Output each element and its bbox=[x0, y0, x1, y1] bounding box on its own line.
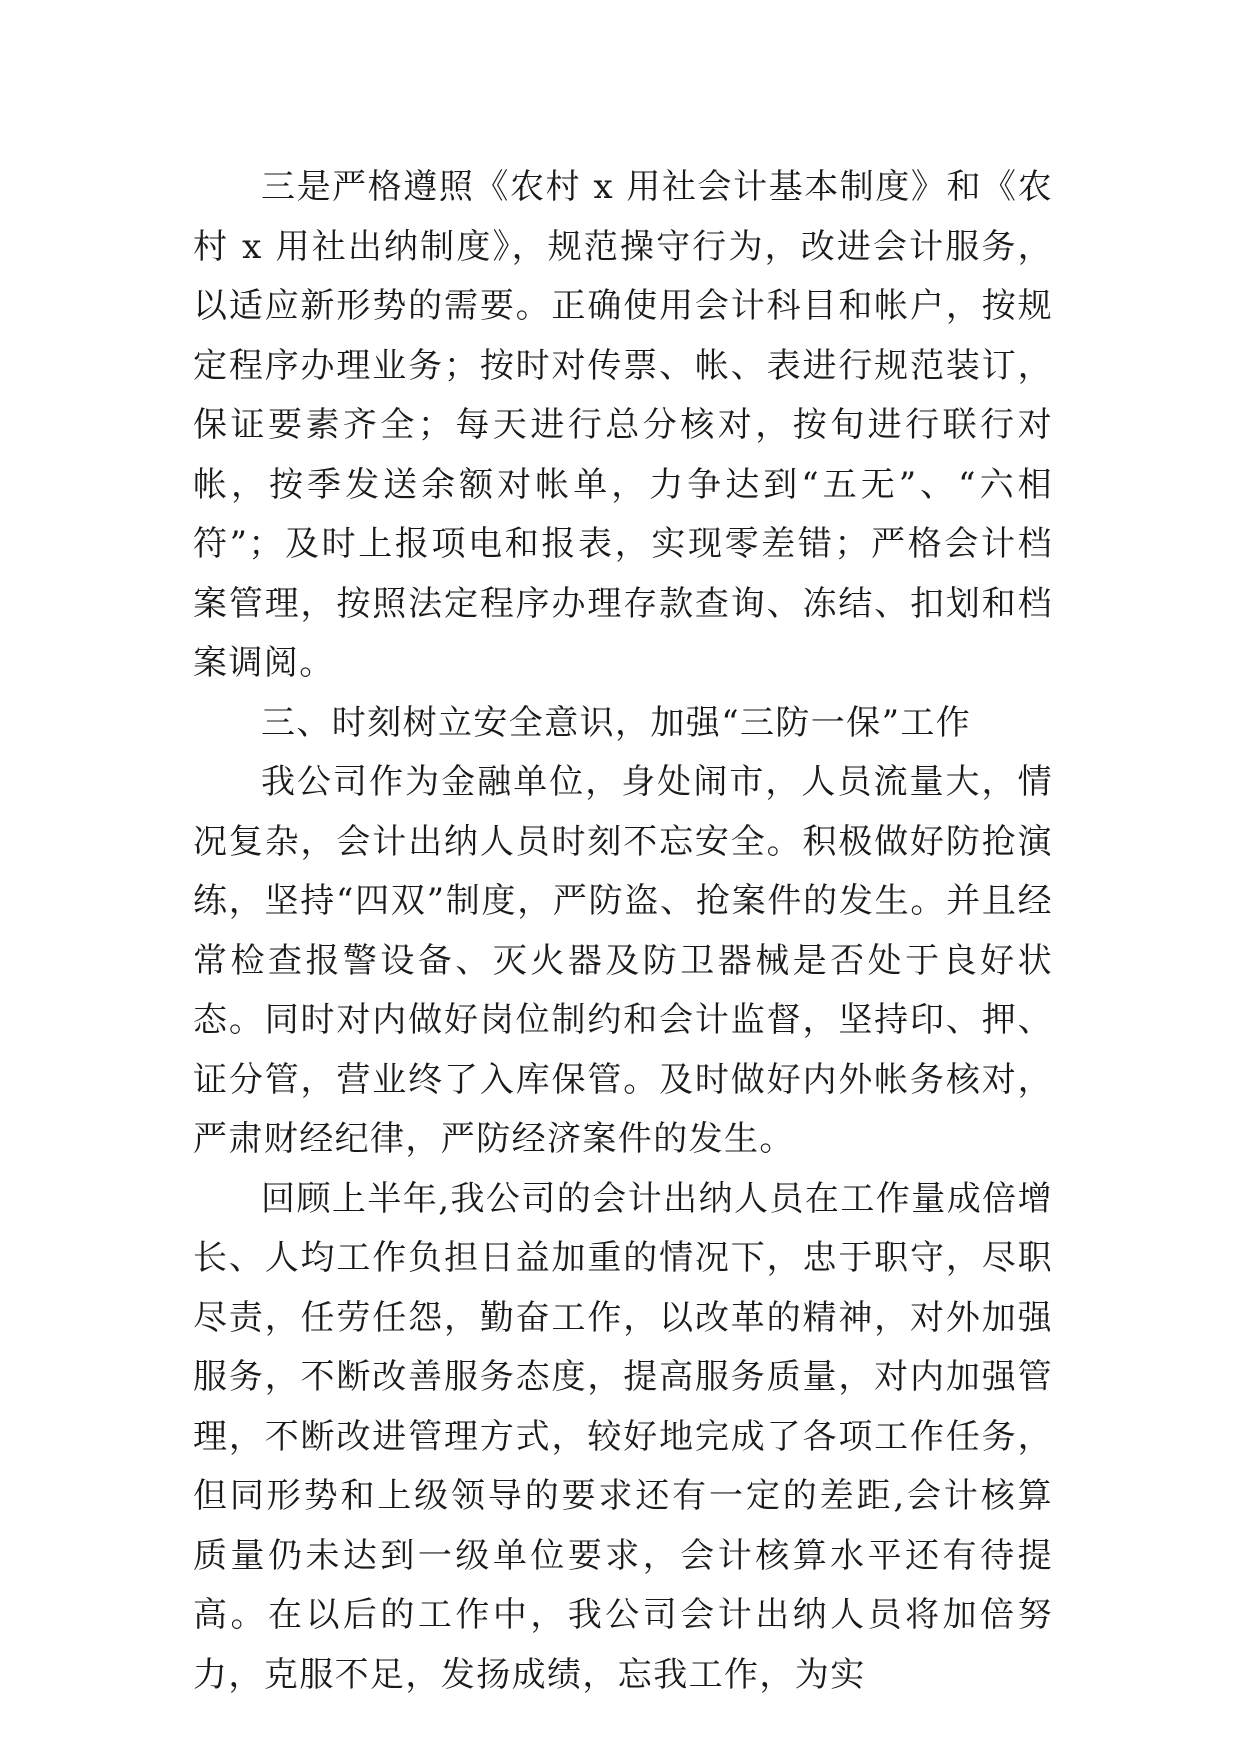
paragraph-security: 我公司作为金融单位，身处闹市，人员流量大，情况复杂，会计出纳人员时刻不忘安全。积极做好防抢演练，坚持“四双”制度，严防盗、抢案件的发生。并且经常检查报警设备、灭火器及防卫器械是否处于良好状态。同时对内做好岗位制约和会计监督，坚持印、押、证分管，营业终了入库保管。及时做好内外帐务核对，严肃财经纪律，严防经济案件的发生。 bbox=[193, 762, 1053, 1159]
section-heading-safety: 三、时刻树立安全意识，加强“三防一保”工作 bbox=[261, 702, 972, 743]
paragraph-review: 回顾上半年,我公司的会计出纳人员在工作量成倍增长、人均工作负担日益加重的情况下，忠于职守，尽职尽责，任劳任怨，勤奋工作，以改革的精神，对外加强服务，不断改善服务态度，提高服务质量，对内加强管理，不断改进管理方式，较好地完成了各项工作任务，但同形势和上级领导的要求还有一定的差距,会计核算质量仍未达到一级单位要求，会计核算水平还有待提高。在以后的工作中，我公司会计出纳人员将加倍努力，克服不足，发扬成绩，忘我工作，为实 bbox=[193, 1178, 1053, 1695]
body-text bbox=[193, 158, 1053, 1705]
paragraph-accounting-rules: 三是严格遵照《农村 x 用社会计基本制度》和《农村 x 用社出纳制度》，规范操守行为，改进会计服务，以适应新形势的需要。正确使用会计科目和帐户，按规定程序办理业务；按时对传票、帐、表进行规范装订，保证要素齐全；每天进行总分核对，按旬进行联行对帐，按季发送余额对帐单，力争达到“五无”、“六相符”；及时上报项电和报表，实现零差错；严格会计档案管理，按照法定程序办理存款查询、冻结、扣划和档案调阅。 bbox=[193, 167, 1053, 683]
